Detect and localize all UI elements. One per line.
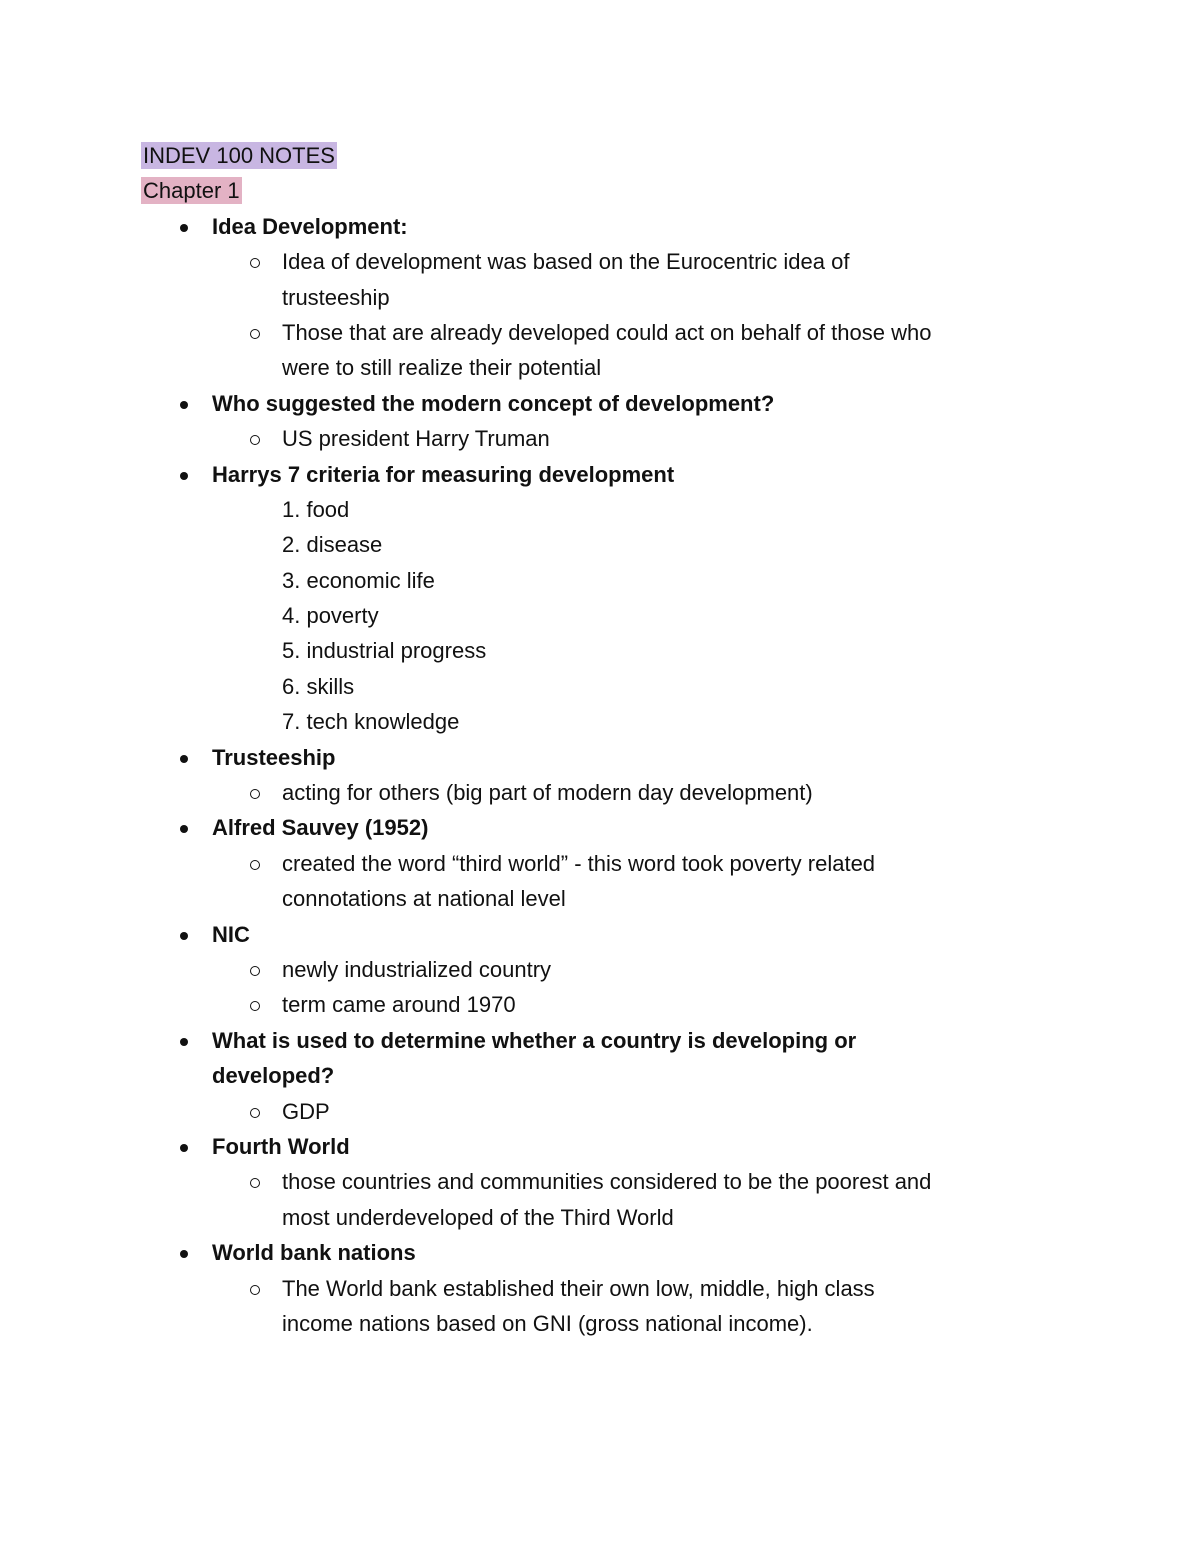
sub-bullet-item bbox=[141, 1271, 1061, 1306]
bullet-item bbox=[141, 917, 1061, 952]
bullet-item-continuation bbox=[141, 1058, 1061, 1093]
hollow-bullet-icon bbox=[250, 789, 260, 799]
numbered-item bbox=[141, 492, 1061, 527]
sub-bullet-continuation-text: connotations at national level bbox=[282, 886, 566, 912]
filled-bullet-icon bbox=[180, 472, 188, 480]
bullet-item-text: Idea Development: bbox=[212, 213, 408, 239]
hollow-bullet-icon bbox=[250, 329, 260, 339]
bullet-item bbox=[141, 810, 1061, 845]
bullet-item-text: What is used to determine whether a country is developing or bbox=[212, 1027, 857, 1053]
sub-bullet-continuation-text: most underdeveloped of the Third World bbox=[282, 1204, 674, 1230]
doc-title-line bbox=[141, 138, 1061, 173]
sub-bullet-item bbox=[141, 421, 1061, 456]
sub-bullet-item bbox=[141, 1094, 1061, 1129]
sub-bullet-continuation bbox=[141, 881, 1061, 916]
numbered-item-text: 4. poverty bbox=[282, 603, 379, 629]
sub-bullet-item-text: newly industrialized country bbox=[282, 956, 552, 982]
bullet-item bbox=[141, 457, 1061, 492]
doc-title: INDEV 100 NOTES bbox=[143, 143, 335, 168]
sub-bullet-item-text: GDP bbox=[282, 1098, 330, 1124]
numbered-item bbox=[141, 527, 1061, 562]
numbered-item bbox=[141, 669, 1061, 704]
bullet-item bbox=[141, 1023, 1061, 1058]
filled-bullet-icon bbox=[180, 1144, 188, 1152]
bullet-item-text: Fourth World bbox=[212, 1133, 350, 1159]
sub-bullet-item bbox=[141, 244, 1061, 279]
bullet-item bbox=[141, 740, 1061, 775]
filled-bullet-icon bbox=[180, 401, 188, 409]
sub-bullet-item-text: term came around 1970 bbox=[282, 992, 516, 1018]
sub-bullet-item bbox=[141, 775, 1061, 810]
sub-bullet-continuation bbox=[141, 280, 1061, 315]
bullet-item bbox=[141, 386, 1061, 421]
sub-bullet-item-text: US president Harry Truman bbox=[282, 426, 550, 452]
sub-bullet-item bbox=[141, 1164, 1061, 1199]
bullet-item-text: Who suggested the modern concept of development? bbox=[212, 390, 775, 416]
filled-bullet-icon bbox=[180, 224, 188, 232]
sub-bullet-item-text: created the word “third world” - this word took poverty related bbox=[282, 850, 876, 876]
sub-bullet-item bbox=[141, 846, 1061, 881]
numbered-item-text: 5. industrial progress bbox=[282, 638, 487, 664]
bullet-item bbox=[141, 1129, 1061, 1164]
sub-bullet-continuation-text: income nations based on GNI (gross national income). bbox=[282, 1310, 813, 1336]
bullet-item-text: Trusteeship bbox=[212, 744, 336, 770]
numbered-item bbox=[141, 563, 1061, 598]
hollow-bullet-icon bbox=[250, 1108, 260, 1118]
bullet-item-text: NIC bbox=[212, 921, 250, 947]
sub-bullet-item-text: those countries and communities considered to be the poorest and bbox=[282, 1169, 932, 1195]
chapter-heading: Chapter 1 bbox=[143, 178, 240, 204]
sub-bullet-item bbox=[141, 987, 1061, 1022]
filled-bullet-icon bbox=[180, 1038, 188, 1046]
numbered-item bbox=[141, 704, 1061, 739]
bullet-item-text: Harrys 7 criteria for measuring development bbox=[212, 461, 675, 487]
sub-bullet-item-text: Idea of development was based on the Eurocentric idea of bbox=[282, 249, 850, 275]
bullet-item bbox=[141, 209, 1061, 244]
sub-bullet-item-text: acting for others (big part of modern day development) bbox=[282, 780, 813, 806]
numbered-item bbox=[141, 598, 1061, 633]
hollow-bullet-icon bbox=[250, 1285, 260, 1295]
sub-bullet-continuation-text: trusteeship bbox=[282, 284, 390, 310]
numbered-item-text: 7. tech knowledge bbox=[282, 709, 460, 735]
numbered-item-text: 1. food bbox=[282, 496, 350, 522]
bullet-item-continuation-text: developed? bbox=[212, 1063, 335, 1089]
sub-bullet-continuation bbox=[141, 350, 1061, 385]
filled-bullet-icon bbox=[180, 755, 188, 763]
numbered-item-text: 3. economic life bbox=[282, 567, 435, 593]
sub-bullet-continuation-text: were to still realize their potential bbox=[282, 355, 602, 381]
sub-bullet-item bbox=[141, 315, 1061, 350]
notes-body bbox=[141, 138, 1061, 1341]
bullet-item bbox=[141, 1235, 1061, 1270]
filled-bullet-icon bbox=[180, 932, 188, 940]
sub-bullet-continuation bbox=[141, 1200, 1061, 1235]
numbered-item bbox=[141, 633, 1061, 668]
bullet-item-text: Alfred Sauvey (1952) bbox=[212, 815, 429, 841]
hollow-bullet-icon bbox=[250, 966, 260, 976]
numbered-item-text: 6. skills bbox=[282, 673, 355, 699]
sub-bullet-item-text: Those that are already developed could act on behalf of those who bbox=[282, 319, 932, 345]
numbered-item-text: 2. disease bbox=[282, 532, 383, 558]
hollow-bullet-icon bbox=[250, 860, 260, 870]
bullet-item-text: World bank nations bbox=[212, 1240, 416, 1266]
sub-bullet-continuation bbox=[141, 1306, 1061, 1341]
notes-list bbox=[141, 209, 1061, 1342]
sub-bullet-item-text: The World bank established their own low, middle, high class bbox=[282, 1275, 875, 1301]
chapter-heading-line bbox=[141, 173, 1061, 208]
sub-bullet-item bbox=[141, 952, 1061, 987]
